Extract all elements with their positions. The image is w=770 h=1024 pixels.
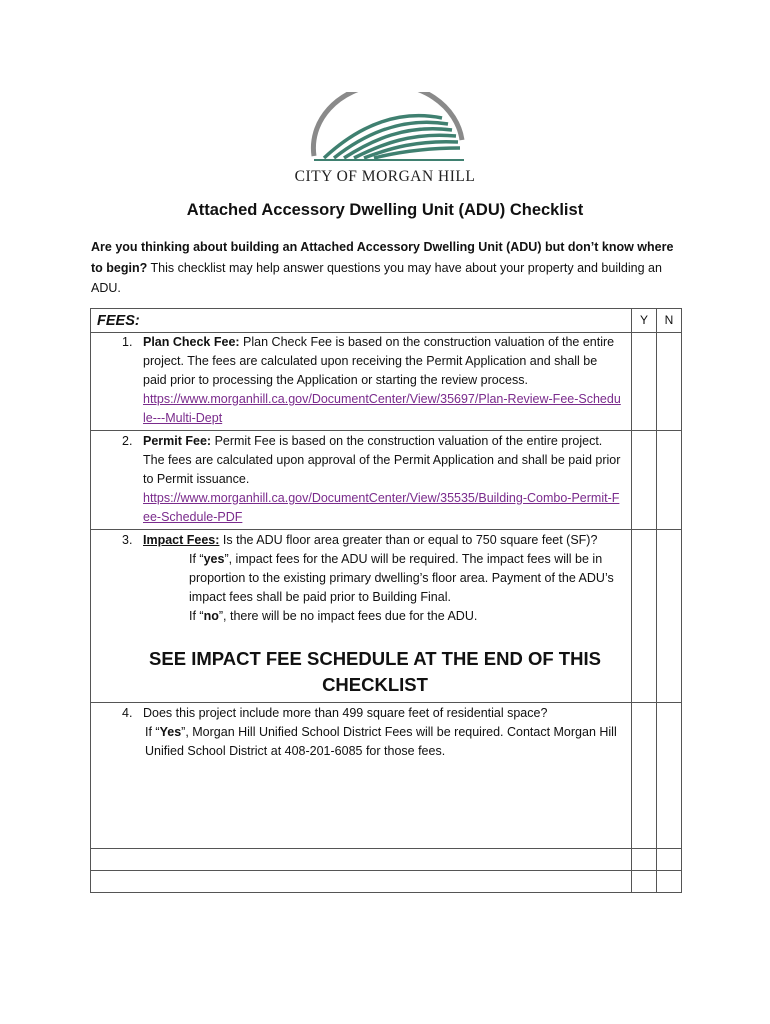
item-label: Impact Fees: (143, 533, 220, 547)
intro-question: Are you thinking about building an Attached Accessory Dwelling Unit (ADU) but don’t know where to begin? (91, 240, 674, 275)
table-header-row (91, 309, 682, 333)
page-title: Attached Accessory Dwelling Unit (ADU) Checklist (186, 201, 584, 219)
intro-text: This checklist may help answer questions you may have about your property and building an ADU. (91, 260, 662, 295)
no-checkbox-cell[interactable] (657, 333, 682, 431)
city-logo (292, 92, 478, 190)
yes-checkbox-cell[interactable] (632, 703, 657, 849)
yes-condition: If “yes”, impact fees for the ADU will be required. The impact fees will be in proportion to the existing primary dwelling’s floor area. Payment of the ADU’s impact fees shall be paid prior to Building Final. (189, 552, 614, 604)
item-text: Permit Fee is based on the construction valuation of the entire project. The fees are calculated upon approval of the Permit Application and shall be paid prior to Permit issuance. (143, 434, 621, 486)
empty-cell (91, 871, 632, 893)
logo-text: CITY OF MORGAN HILL (294, 168, 476, 185)
no-checkbox-cell[interactable] (657, 703, 682, 849)
column-no: N (657, 309, 682, 333)
item-text: Is the ADU floor area greater than or equal to 750 square feet (SF)? (219, 533, 598, 547)
plan-review-fee-link[interactable]: https://www.morganhill.ca.gov/DocumentCenter/View/35697/Plan-Review-Fee-Schedule---Multi-Dept (143, 392, 621, 425)
yes-condition: If “Yes”, Morgan Hill Unified School District Fees will be required. Contact Morgan Hill Unified School District at 408-201-6085 for those fees. (145, 725, 617, 758)
no-checkbox-cell[interactable] (657, 871, 682, 893)
item-number: 1. (122, 335, 133, 349)
no-checkbox-cell[interactable] (657, 849, 682, 871)
item-number: 4. (122, 706, 133, 720)
table-row (91, 431, 682, 530)
hills-logo-icon (292, 92, 478, 166)
checklist-table (90, 308, 682, 893)
section-heading: FEES: (91, 309, 632, 333)
yes-checkbox-cell[interactable] (632, 333, 657, 431)
column-yes: Y (632, 309, 657, 333)
yes-checkbox-cell[interactable] (632, 871, 657, 893)
yes-checkbox-cell[interactable] (632, 849, 657, 871)
item-text: Plan Check Fee is based on the construction valuation of the entire project. The fees are calculated upon receiving the Permit Application and shall be paid prior to processing the Application or starting the review process. (143, 335, 615, 387)
table-row (91, 871, 682, 893)
empty-cell (91, 849, 632, 871)
no-checkbox-cell[interactable] (657, 431, 682, 530)
item-text: Does this project include more than 499 square feet of residential space? (143, 706, 548, 720)
table-row (91, 703, 682, 849)
impact-fee-schedule-note: SEE IMPACT FEE SCHEDULE AT THE END OF THIS CHECKLIST (149, 648, 601, 695)
item-label: Plan Check Fee: (143, 335, 240, 349)
item-label: Permit Fee: (143, 434, 212, 448)
table-row (91, 530, 682, 703)
building-permit-fee-link[interactable]: https://www.morganhill.ca.gov/DocumentCenter/View/35535/Building-Combo-Permit-Fee-Schedule-PDF (143, 491, 620, 524)
item-number: 2. (122, 434, 133, 448)
intro-paragraph (91, 237, 681, 299)
no-condition: If “no”, there will be no impact fees due for the ADU. (189, 609, 478, 623)
table-row (91, 849, 682, 871)
yes-checkbox-cell[interactable] (632, 530, 657, 703)
yes-checkbox-cell[interactable] (632, 431, 657, 530)
item-number: 3. (122, 533, 133, 547)
no-checkbox-cell[interactable] (657, 530, 682, 703)
table-row (91, 333, 682, 431)
